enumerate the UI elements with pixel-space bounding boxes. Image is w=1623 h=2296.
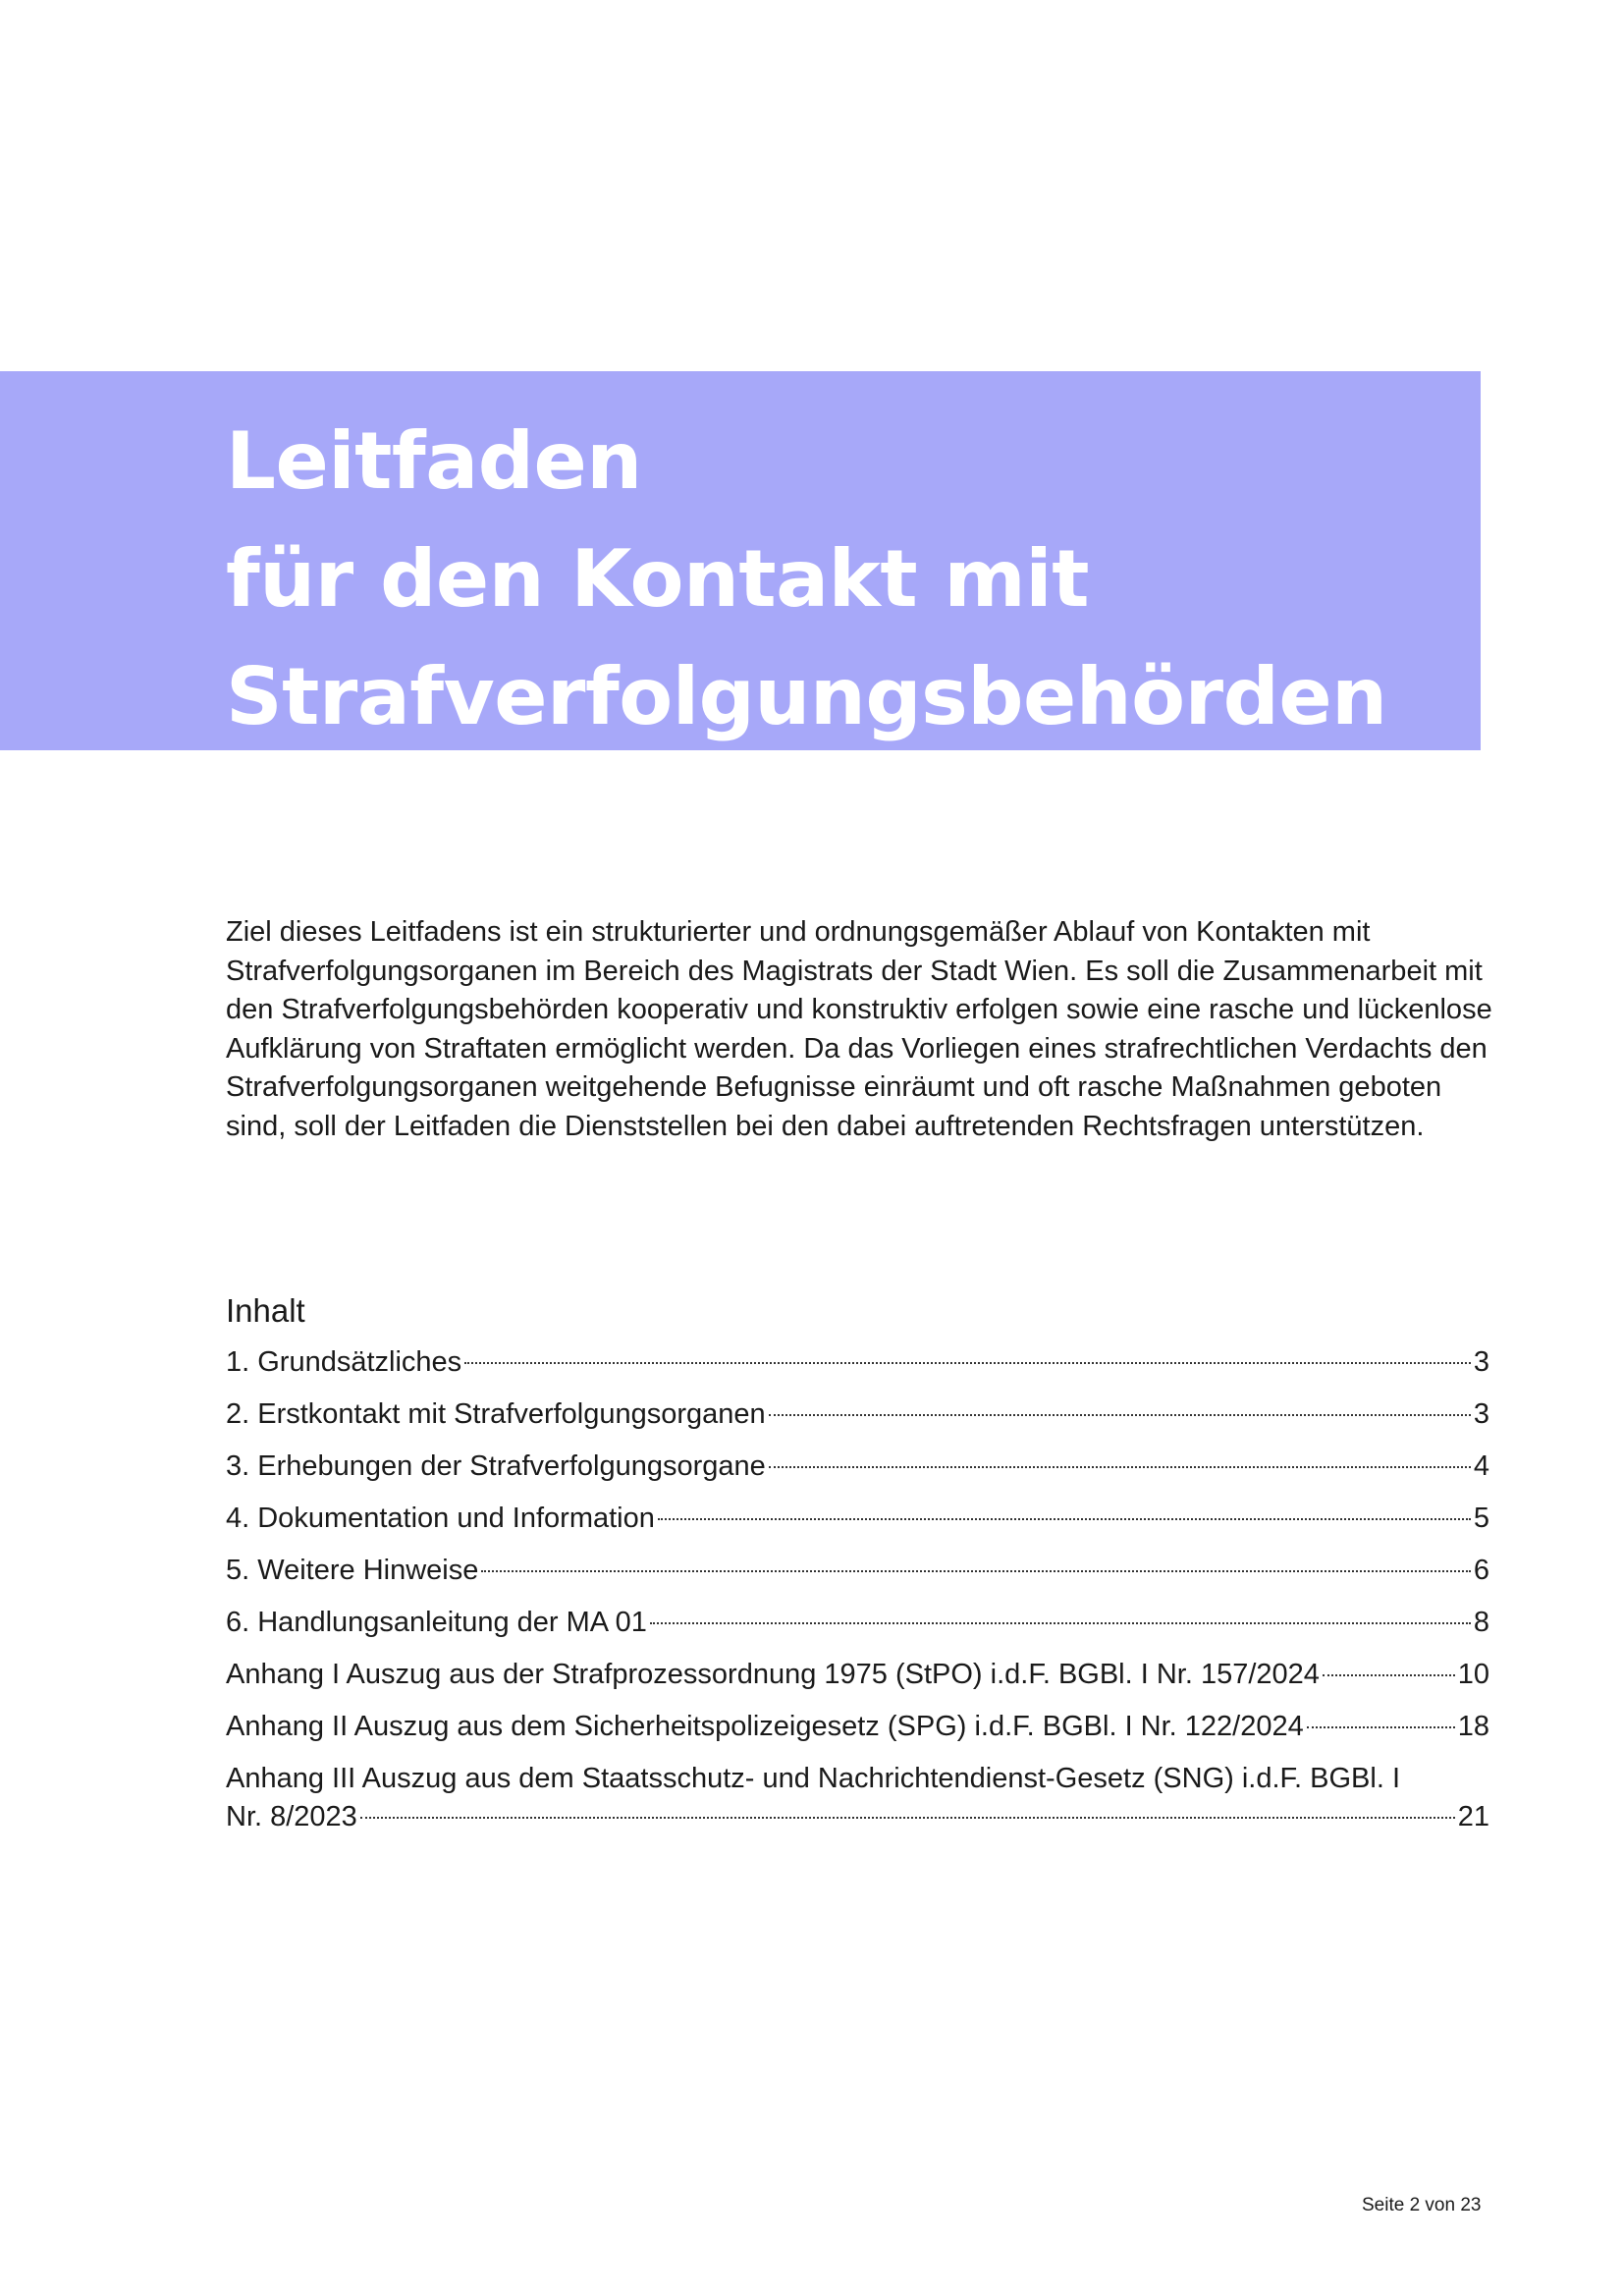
toc-dot-leader xyxy=(360,1817,1455,1819)
page-number-footer: Seite 2 von 23 xyxy=(1362,2195,1482,2215)
toc-dot-leader xyxy=(769,1466,1471,1468)
toc-entry-erhebungen[interactable] xyxy=(226,1448,1489,1500)
toc-entry-handlungsanleitung[interactable] xyxy=(226,1604,1489,1656)
toc-entry-label: 6. Handlungsanleitung der MA 01 xyxy=(226,1607,647,1638)
toc-entry-erstkontakt[interactable] xyxy=(226,1395,1489,1448)
toc-entry-anhang-2[interactable] xyxy=(226,1708,1489,1760)
toc-entry-page: 18 xyxy=(1457,1711,1489,1742)
toc-entry-page: 4 xyxy=(1473,1450,1489,1482)
toc-entry-page: 5 xyxy=(1473,1503,1489,1534)
toc-entry-page: 6 xyxy=(1473,1555,1489,1586)
toc-dot-leader xyxy=(650,1622,1471,1624)
toc-dot-leader xyxy=(769,1414,1471,1416)
toc-entry-label: Anhang I Auszug aus der Strafprozessordnung 1975 (StPO) i.d.F. BGBl. I Nr. 157/2024 xyxy=(226,1659,1320,1690)
toc-entry-label: Anhang II Auszug aus dem Sicherheitspolizeigesetz (SPG) i.d.F. BGBl. I Nr. 122/2024 xyxy=(226,1711,1304,1742)
toc-dot-leader xyxy=(1323,1674,1455,1676)
toc-dot-leader xyxy=(481,1570,1471,1572)
toc-entry-label: 5. Weitere Hinweise xyxy=(226,1555,479,1586)
toc-entry-anhang-1[interactable] xyxy=(226,1656,1489,1708)
intro-paragraph: Ziel dieses Leitfadens ist ein strukturierter und ordnungsgemäßer Ablauf von Kontakten mit Strafverfolgungsorganen im Bereich des Magistrats der Stadt Wien. Es soll die Zusammenarbeit mit den Strafverfolgungsbehörden kooperativ und konstruktiv erfolgen sowie eine rasche und lückenlose Aufklärung von Straftaten ermöglicht werden. Da das Vorliegen eines strafrechtlichen Verdachts den Strafverfolgungsorganen weitgehende Befugnisse einräumt und oft rasche Maßnahmen geboten sind, soll der Leitfaden die Dienststellen bei den dabei auftretenden Rechtsfragen unterstützen. xyxy=(226,916,1492,1142)
toc-heading: Inhalt xyxy=(226,1292,305,1329)
toc-dot-leader xyxy=(464,1362,1471,1364)
table-of-contents xyxy=(226,1343,1489,1836)
toc-dot-leader xyxy=(1307,1726,1455,1728)
toc-dot-leader xyxy=(658,1518,1471,1520)
toc-entry-label-line-2-row xyxy=(226,1798,1489,1836)
toc-entry-page: 3 xyxy=(1473,1398,1489,1430)
toc-entry-label: 1. Grundsätzliches xyxy=(226,1346,462,1378)
toc-entry-label: 4. Dokumentation und Information xyxy=(226,1503,655,1534)
document-title xyxy=(226,403,1387,756)
toc-entry-page: 3 xyxy=(1473,1346,1489,1378)
title-line-3: Strafverfolgungsbehörden xyxy=(226,651,1387,742)
toc-entry-page: 10 xyxy=(1457,1659,1489,1690)
toc-entry-page: 8 xyxy=(1473,1607,1489,1638)
toc-entry-grundsaetzliches[interactable] xyxy=(226,1343,1489,1395)
toc-entry-dokumentation[interactable] xyxy=(226,1500,1489,1552)
toc-entry-label: 2. Erstkontakt mit Strafverfolgungsorganen xyxy=(226,1398,766,1430)
toc-entry-anhang-3[interactable] xyxy=(226,1760,1489,1836)
toc-entry-weitere-hinweise[interactable] xyxy=(226,1552,1489,1604)
title-line-1: Leitfaden xyxy=(226,415,642,507)
title-line-2: für den Kontakt mit xyxy=(226,533,1089,625)
toc-entry-label-line-2: Nr. 8/2023 xyxy=(226,1801,357,1832)
toc-entry-label-line-1: Anhang III Auszug aus dem Staatsschutz- und Nachrichtendienst-Gesetz (SNG) i.d.F. BGBl. I xyxy=(226,1763,1401,1794)
toc-entry-page: 21 xyxy=(1457,1801,1489,1832)
toc-entry-label: 3. Erhebungen der Strafverfolgungsorgane xyxy=(226,1450,766,1482)
